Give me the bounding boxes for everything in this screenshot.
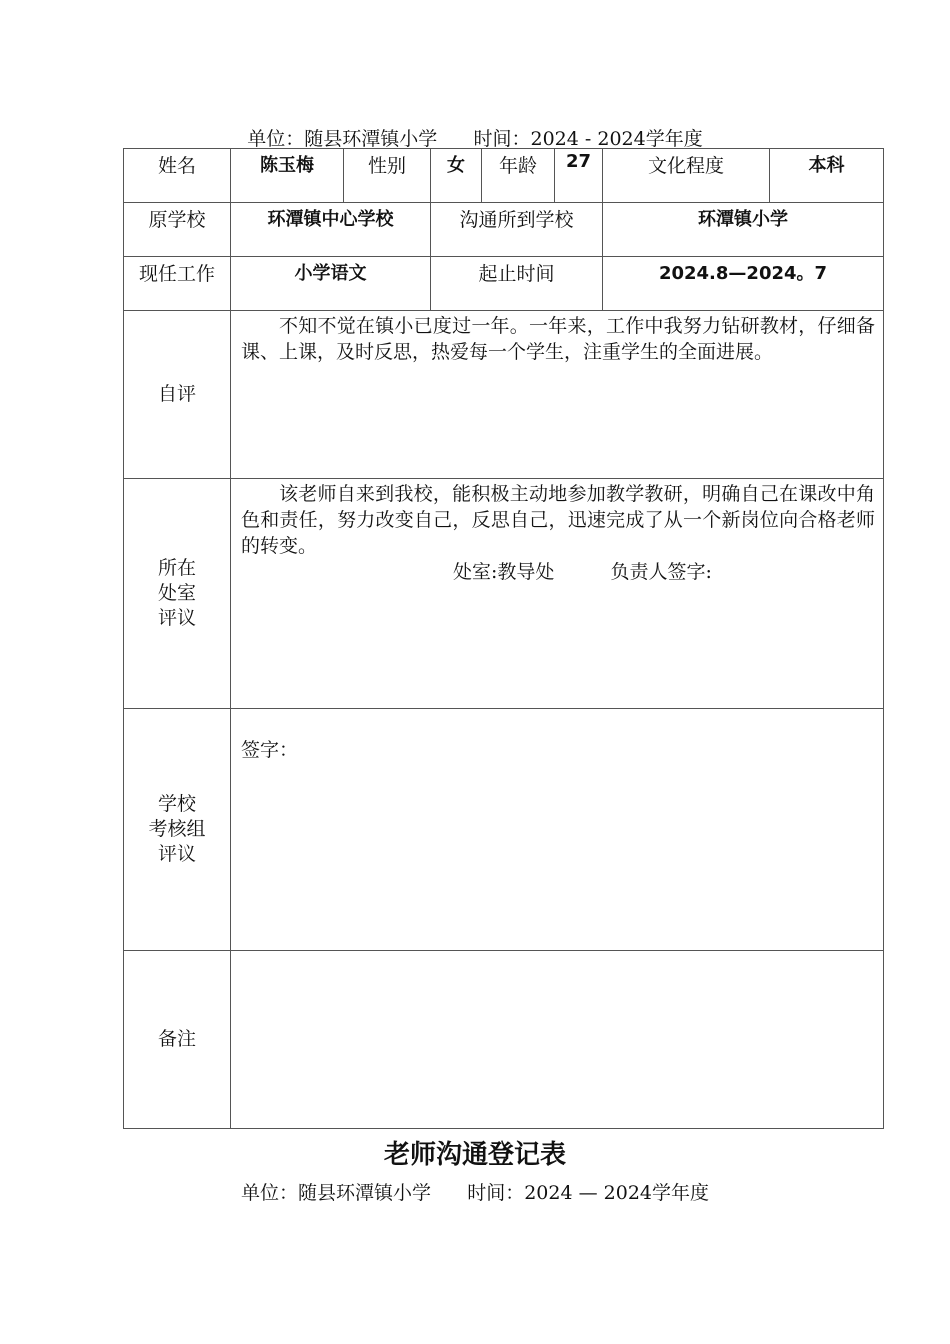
dept-signer-label: 负责人签字:	[610, 561, 712, 583]
target-school-value: 环潭镇小学	[603, 203, 884, 257]
education-value: 本科	[770, 149, 884, 203]
remarks-cell	[231, 951, 884, 1129]
name-label: 姓名	[124, 149, 231, 203]
dept-eval-cell	[231, 479, 884, 709]
self-eval-label: 自评	[124, 311, 231, 479]
header-unit-time-repeat: 单位：随县环潭镇小学 时间：2024 — 2024学年度	[240, 1182, 710, 1204]
school-eval-label-line: 评议	[157, 843, 196, 865]
dept-eval-label-line: 所在	[157, 557, 196, 579]
dept-eval-label	[124, 479, 231, 709]
school-sign-label: 签字：	[241, 739, 299, 761]
gender-label: 性别	[344, 149, 431, 203]
row-school-eval	[124, 709, 884, 951]
target-school-label: 沟通所到学校	[431, 203, 603, 257]
row-remarks	[124, 951, 884, 1129]
age-value: 27	[555, 149, 603, 203]
header-unit-time: 单位：随县环潭镇小学 时间：2024 - 2024学年度	[247, 128, 703, 150]
education-label: 文化程度	[603, 149, 770, 203]
original-school-value: 环潭镇中心学校	[231, 203, 431, 257]
dept-eval-text: 该老师自来到我校，能积极主动地参加教学教研，明确自己在课改中角色和责任，努力改变自己，反思自己，迅速完成了从一个新岗位向合格老师的转变。	[241, 483, 875, 557]
current-job-value: 小学语文	[231, 257, 431, 311]
dept-sign-row	[241, 559, 875, 585]
current-job-label: 现任工作	[124, 257, 231, 311]
self-eval-cell	[231, 311, 884, 479]
self-eval-text: 不知不觉在镇小已度过一年。一年来，工作中我努力钻研教材，仔细备课、上课，及时反思，热爱每一个学生，注重学生的全面进展。	[241, 315, 875, 363]
age-label: 年龄	[482, 149, 555, 203]
dept-name: 处室:教导处	[453, 561, 555, 583]
period-value: 2024.8—2024。7	[603, 257, 884, 311]
row-basic-info	[124, 149, 884, 203]
row-self-eval	[124, 311, 884, 479]
period-label: 起止时间	[431, 257, 603, 311]
registration-table	[123, 148, 884, 1129]
dept-eval-label-line: 处室	[157, 582, 196, 604]
school-eval-cell	[231, 709, 884, 951]
school-eval-label-line: 学校	[157, 793, 196, 815]
gender-value: 女	[431, 149, 482, 203]
original-school-label: 原学校	[124, 203, 231, 257]
school-eval-label-line: 考核组	[148, 818, 206, 840]
dept-eval-label-line: 评议	[157, 607, 196, 629]
row-schools	[124, 203, 884, 257]
school-eval-label	[124, 709, 231, 951]
row-job-period	[124, 257, 884, 311]
name-value: 陈玉梅	[231, 149, 344, 203]
row-dept-eval	[124, 479, 884, 709]
form-title: 老师沟通登记表	[383, 1140, 566, 1170]
remarks-label: 备注	[124, 951, 231, 1129]
